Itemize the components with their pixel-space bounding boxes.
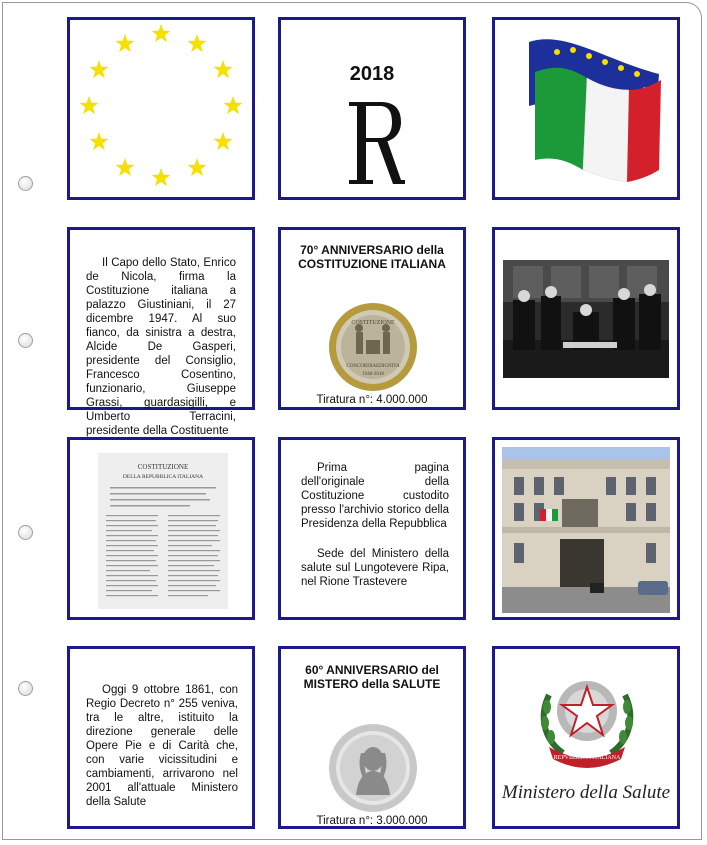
costituzione-text-cell xyxy=(67,227,255,437)
costituzione-text: Il Capo dello Stato, Enrico de Nicola, firma la Costituzione italiana a palazzo Giustiniani, il 27 dicembre 1947. Al suo fianco, da sinistra a destra, Alcide De Gasperi, presidente del Consiglio, Francesco Cosentino, funzionario, Giuseppe Grassi, guardasigilli, e Umberto Terracini, presidente della Costituente xyxy=(86,257,236,437)
binder-hole xyxy=(18,176,33,191)
ri-monogram-icon xyxy=(343,98,405,188)
eu-stars-icon xyxy=(70,20,252,197)
signing-photo xyxy=(503,260,669,378)
flags-icon xyxy=(495,20,677,197)
ministero-emblem-cell xyxy=(492,646,680,829)
emblem-ribbon-text: REPVBBLICA ITALIANA xyxy=(553,755,621,761)
prima-pagina-text: Prima pagina dell'originale della Costituzione custodito presso l'archivio storico della Presidenza della Repubblica xyxy=(301,462,449,530)
ministry-building-photo xyxy=(502,447,670,613)
coin1-tiratura: Tiratura n°: 4.000.000 xyxy=(316,394,428,406)
ministero-label: Ministero della Salute xyxy=(501,782,671,803)
coin-icon xyxy=(328,302,418,392)
emblem-star-icon xyxy=(535,665,639,765)
year-monogram-cell xyxy=(278,17,466,200)
eu-stars-cell xyxy=(67,17,255,200)
year-label: 2018 xyxy=(349,63,395,85)
coin1-dates: 1948-2018 xyxy=(362,372,384,377)
coin-salute-cell xyxy=(278,646,466,829)
constitution-document-image xyxy=(98,453,228,609)
doc-heading: COSTITUZIONE xyxy=(137,463,189,471)
coin2-title: 60° ANNIVERSARIO del MISTERO della SALUTE xyxy=(303,663,441,691)
flags-cell xyxy=(492,17,680,200)
binder-hole xyxy=(18,681,33,696)
document-page-cell xyxy=(67,437,255,620)
ministry-building-cell xyxy=(492,437,680,620)
salute-history-cell xyxy=(67,646,255,829)
coin1-legend-bottom: CONCORDIAEDIGNITA xyxy=(346,364,400,369)
coin1-title: 70° ANNIVERSARIO della COSTITUZIONE ITALIANA xyxy=(298,243,446,271)
signing-photo-cell xyxy=(492,227,680,410)
binder-hole xyxy=(18,525,33,540)
coin2-tiratura: Tiratura n°: 3.000.000 xyxy=(316,815,428,827)
sede-text: Sede del Ministero della salute sul Lungotevere Ripa, nel Rione Trastevere xyxy=(301,548,449,588)
salute-history-text: Oggi 9 ottobre 1861, con Regio Decreto n° 255 veniva, tra le altre, istituito la direzione generale delle Opere Pie e di Carità che, con varie vicissitudini e cambiamenti, arrivarono nel 2001 all'attuale Ministero della Salute xyxy=(86,684,238,808)
captions-cell xyxy=(278,437,466,620)
binder-hole xyxy=(18,333,33,348)
doc-subheading: DELLA REPUBBLICA ITALIANA xyxy=(122,474,204,480)
coin-costituzione-cell xyxy=(278,227,466,410)
coin-icon xyxy=(328,723,418,813)
coin1-legend-top: COSTITUZIONE xyxy=(351,320,395,326)
